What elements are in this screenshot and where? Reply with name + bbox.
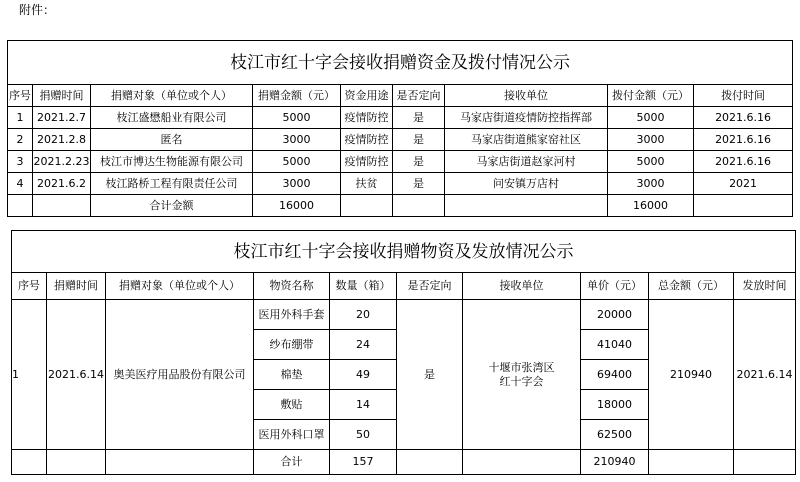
item-name: 纱布绷带 [254,330,330,360]
row-directed: 是 [393,107,445,129]
goods-directed: 是 [397,300,463,450]
goods-header-cell: 接收单位 [463,273,581,300]
row-paid-date: 2021.6.16 [694,107,793,129]
goods-header-cell: 捐赠时间 [47,273,106,300]
row-directed: 是 [393,151,445,173]
row-no: 3 [8,151,33,173]
funds-header-cell: 拨付时间 [694,85,793,107]
funds-header-cell: 捐赠金额（元） [253,85,341,107]
row-use: 疫情防控 [341,151,393,173]
funds-header-cell: 接收单位 [445,85,608,107]
row-receiver: 问安镇万店村 [445,173,608,195]
item-price: 18000 [581,390,649,420]
row-date: 2021.2.23 [33,151,91,173]
goods-receiver-line1: 十堰市张湾区 [488,360,555,374]
goods-no: 1 [12,300,47,450]
funds-header-cell: 是否定向 [393,85,445,107]
row-amount: 5000 [253,107,341,129]
goods-header-row [12,273,796,300]
goods-table [11,230,796,475]
row-paid-date: 2021.6.16 [694,151,793,173]
row-paid: 5000 [608,151,694,173]
goods-sum-label: 合计 [254,450,330,475]
table-row [8,151,793,173]
row-paid: 5000 [608,107,694,129]
goods-total-value: 210940 [649,300,734,450]
row-date: 2021.2.7 [33,107,91,129]
row-donor: 枝江盛懋船业有限公司 [91,107,253,129]
table-row [8,129,793,151]
row-no: 1 [8,107,33,129]
item-qty: 49 [330,360,397,390]
item-qty: 14 [330,390,397,420]
row-amount: 3000 [253,129,341,151]
funds-total-row [8,195,793,217]
goods-header-cell: 单价（元） [581,273,649,300]
goods-sum-row [12,450,796,475]
item-name: 敷贴 [254,390,330,420]
item-price: 69400 [581,360,649,390]
item-name: 棉垫 [254,360,330,390]
item-name: 医用外科手套 [254,300,330,330]
row-paid-date: 2021.6.16 [694,129,793,151]
row-amount: 3000 [253,173,341,195]
funds-total-label: 合计金额 [91,195,253,217]
funds-table [7,40,793,217]
goods-sum-qty: 157 [330,450,397,475]
row-use: 疫情防控 [341,129,393,151]
item-name: 医用外科口罩 [254,420,330,450]
goods-receiver-line2: 红十字会 [499,374,544,388]
table-row [8,107,793,129]
row-use: 扶贫 [341,173,393,195]
goods-header-cell: 序号 [12,273,47,300]
funds-header-row [8,85,793,107]
goods-header-cell: 捐赠对象（单位或个人） [106,273,254,300]
item-qty: 50 [330,420,397,450]
goods-header-cell: 物资名称 [254,273,330,300]
row-paid-date: 2021 [694,173,793,195]
goods-donor: 奥美医疗用品股份有限公司 [106,300,254,450]
funds-title: 枝江市红十字会接收捐赠资金及拨付情况公示 [8,41,793,85]
row-donor: 匿名 [91,129,253,151]
item-price: 62500 [581,420,649,450]
table-row [8,173,793,195]
row-receiver: 马家店街道熊家窑社区 [445,129,608,151]
funds-header-cell: 捐赠时间 [33,85,91,107]
row-use: 疫情防控 [341,107,393,129]
attachment-label: 附件： [19,3,56,17]
funds-header-cell: 序号 [8,85,33,107]
item-price: 41040 [581,330,649,360]
row-donor: 枝江市博达生物能源有限公司 [91,151,253,173]
row-paid: 3000 [608,129,694,151]
goods-issue-date: 2021.6.14 [734,300,796,450]
goods-header-cell: 是否定向 [397,273,463,300]
funds-header-cell: 拨付金额（元） [608,85,694,107]
funds-total-amount: 16000 [253,195,341,217]
goods-header-cell: 发放时间 [734,273,796,300]
funds-header-cell: 资金用途 [341,85,393,107]
funds-total-paid: 16000 [608,195,694,217]
goods-header-cell: 数量（箱） [330,273,397,300]
item-price: 20000 [581,300,649,330]
row-receiver: 马家店街道赵家河村 [445,151,608,173]
goods-date: 2021.6.14 [47,300,106,450]
row-paid: 3000 [608,173,694,195]
item-qty: 20 [330,300,397,330]
item-qty: 24 [330,330,397,360]
goods-sum-price: 210940 [581,450,649,475]
goods-receiver [463,300,581,450]
row-no: 4 [8,173,33,195]
goods-header-cell: 总金额（元） [649,273,734,300]
row-receiver: 马家店街道疫情防控指挥部 [445,107,608,129]
row-no: 2 [8,129,33,151]
row-date: 2021.2.8 [33,129,91,151]
row-directed: 是 [393,173,445,195]
row-donor: 枝江路桥工程有限责任公司 [91,173,253,195]
table-row [12,300,796,330]
row-amount: 5000 [253,151,341,173]
row-directed: 是 [393,129,445,151]
row-date: 2021.6.2 [33,173,91,195]
funds-header-cell: 捐赠对象（单位或个人） [91,85,253,107]
goods-title: 枝江市红十字会接收捐赠物资及发放情况公示 [12,231,796,273]
